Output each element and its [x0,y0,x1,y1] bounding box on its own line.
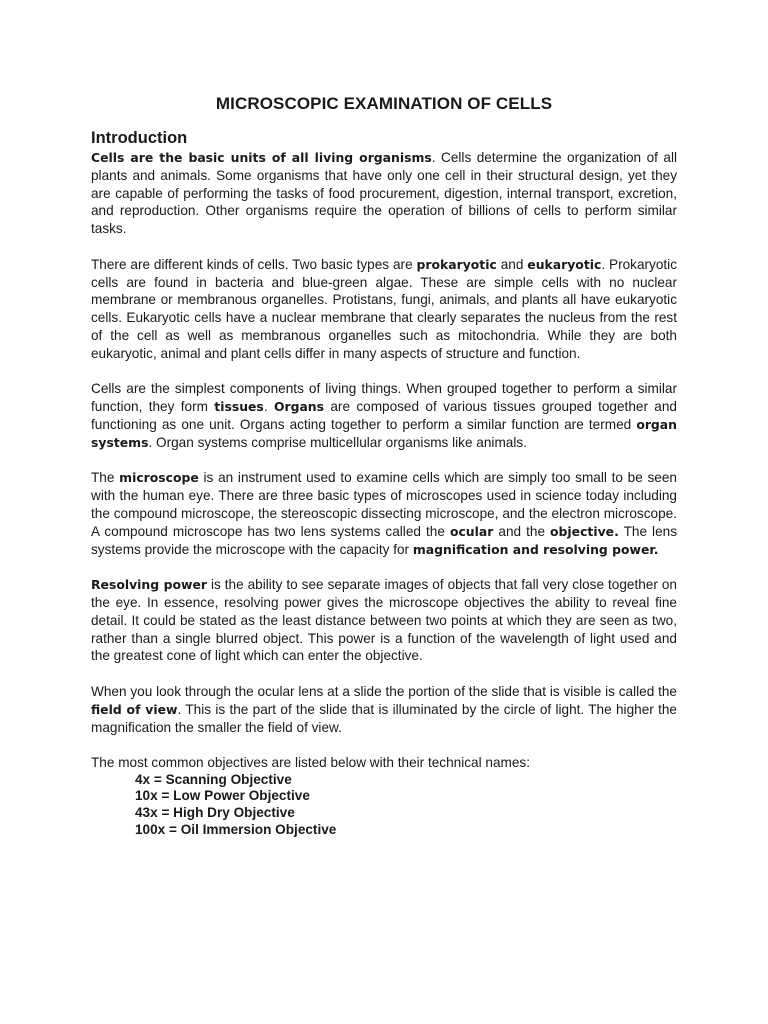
paragraph-kinds-of-cells [91,256,677,363]
paragraph-text: When you look through the ocular lens at a slide the portion of the slide that is visible is called the [91,683,677,699]
list-item-objective: 10x = Low Power Objective [135,788,310,804]
bold-term: field of view [91,701,178,717]
paragraph-text: . Prokaryotic cells are found in bacteria and blue-green algae. These are simple cells with no nuclear membrane or membranous organelles. Protistans, fungi, animals, and plants all have eukaryotic cells. Eukaryotic cells have a nuclear membrane that clearly separates the nucleus from the rest of the cell as well as membranous organelles such as mitochondria. While they are both eukaryotic, animal and plant cells differ in many aspects of structure and function. [91,256,677,361]
bold-term: magnification and resolving power. [412,541,659,557]
document-page [91,92,677,838]
paragraph-text: . [263,399,274,415]
paragraph-text: The [91,470,120,486]
paragraph-text: is the ability to see separate images of objects that fall very close together on the eye. In essence, resolving power gives the microscope objectives the ability to reveal fine detail. It could be stated as the least distance between two points at which they are seen as two, rather than a single blurred object. This power is a function of the wavelength of light used and the greatest cone of light which can enter the objective. [91,577,677,664]
bold-term: Cells are the basic units of all living organisms [91,150,432,165]
objectives-list-intro: The most common objectives are listed below with their technical names: [91,755,530,771]
paragraph-resolving-power [91,576,677,665]
paragraph-cells-basic-units [91,149,677,238]
bold-term: organ systems [91,416,677,450]
paragraph-text: and [496,256,528,272]
bold-term: tissues [214,399,264,415]
paragraph-text: Cells are the simplest components of living things. When grouped together to perform a similar function, they form [91,381,677,415]
bold-term: Organs [273,399,325,415]
bold-term: objective. [550,523,619,539]
bold-term: prokaryotic [416,256,497,272]
paragraph-text: The lens systems provide the microscope with the capacity for [91,523,677,557]
list-item-objective: 4x = Scanning Objective [135,771,292,787]
section-heading-introduction: Introduction [91,129,188,147]
paragraph-microscope [91,469,677,558]
paragraph-field-of-view [91,683,677,736]
bold-term: Resolving power [91,577,207,593]
paragraph-text: . Organ systems comprise multicellular organisms like animals. [148,434,527,450]
paragraph-text: are composed of various tissues grouped together and functioning as one unit. Organs acting together to perform a similar function are termed [91,399,677,432]
paragraph-text: . Cells determine the organization of all plants and animals. Some organisms that have only one cell in their structural design, yet they are capable of performing the tasks of food procurement, digestion, internal transport, excretion, and reproduction. Other organisms require the operation of billions of cells to perform similar tasks. [91,150,678,237]
paragraph-tissues-organs [91,380,677,451]
list-item-objective: 100x = Oil Immersion Objective [135,821,337,837]
bold-term: ocular [449,523,494,539]
bold-term: microscope [119,470,199,486]
bold-term: eukaryotic [527,256,602,272]
paragraph-text: . This is the part of the slide that is illuminated by the circle of light. The higher the magnification the smaller the field of view. [91,701,677,735]
objectives-list [91,772,677,838]
paragraph-text: and the [493,523,551,539]
list-item-objective: 43x = High Dry Objective [135,805,295,821]
document-title: MICROSCOPIC EXAMINATION OF CELLS [215,94,553,113]
paragraph-text: is an instrument used to examine cells which are simply too small to be seen with the human eye. There are three basic types of microscopes used in science today including the compound microscope, the stereoscopic dissecting microscope, and the electron microscope. A compound microscope has two lens systems called the [91,470,677,539]
paragraph-text: There are different kinds of cells. Two basic types are [91,256,417,272]
